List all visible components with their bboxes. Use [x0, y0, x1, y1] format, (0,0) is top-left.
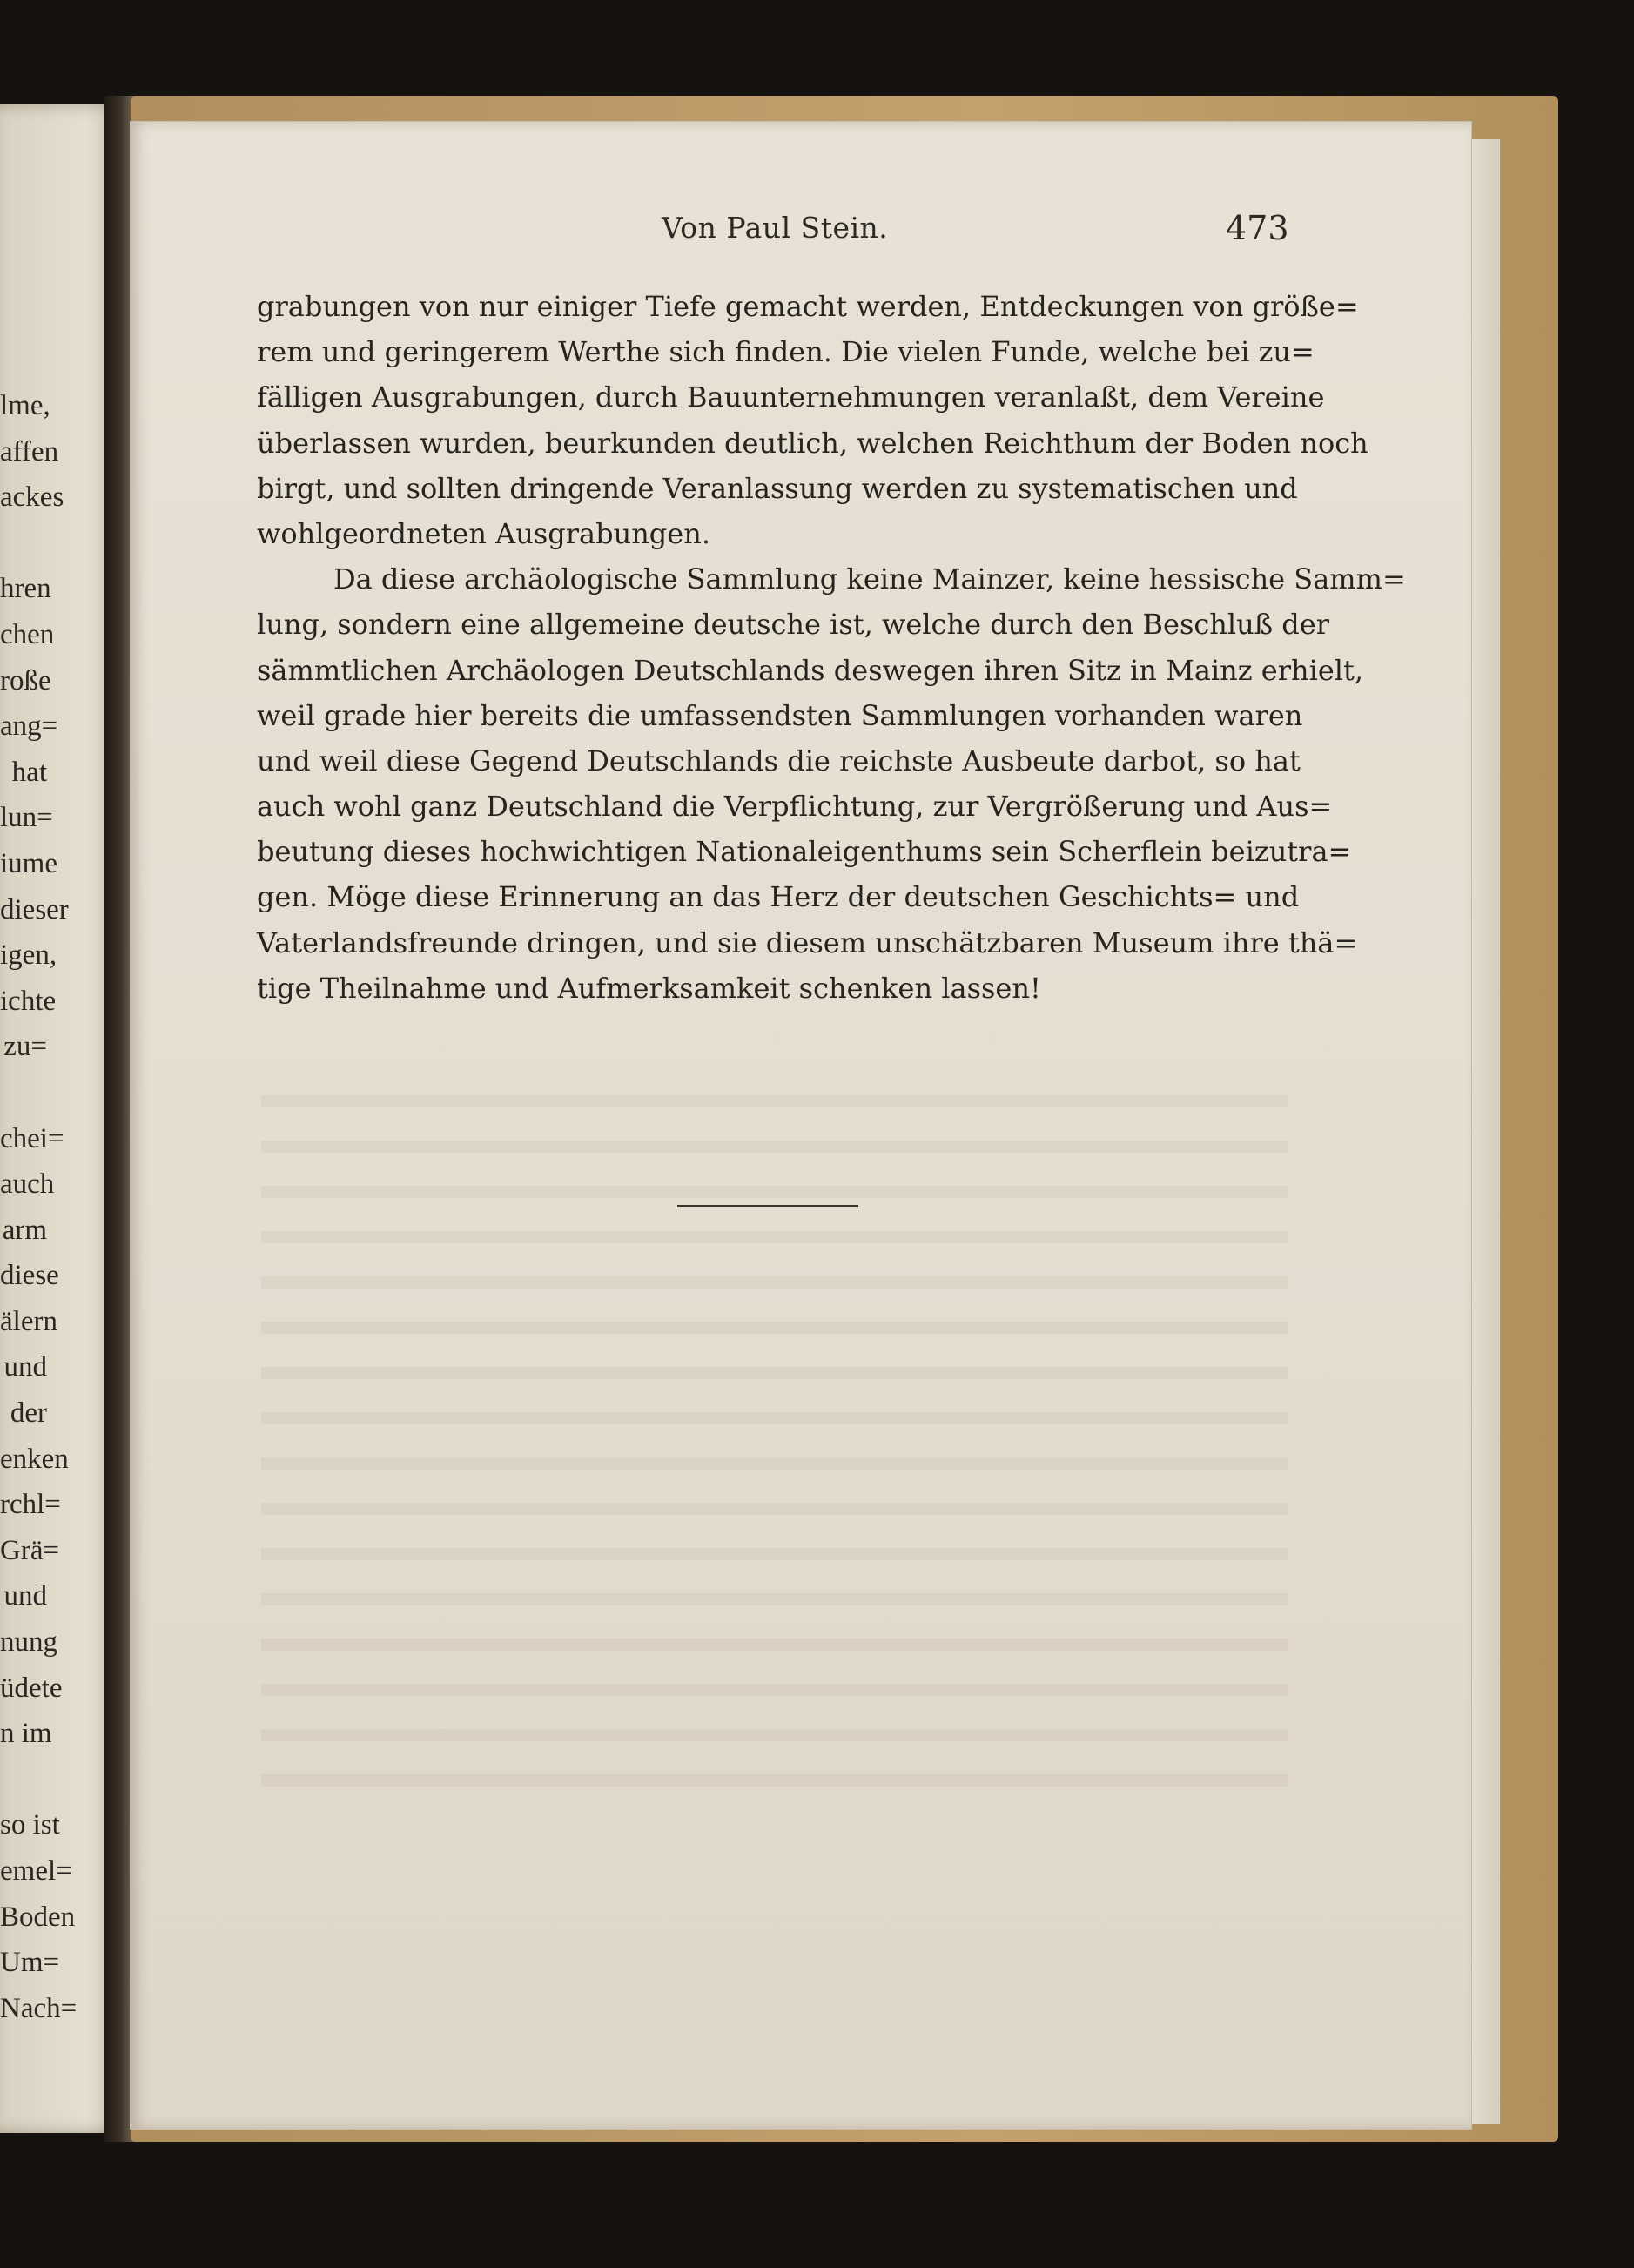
text-line: sämmtlichen Archäologen Deutschlands deswegen ihren Sitz in Mainz erhielt,: [257, 653, 1364, 687]
left-fragment: auch: [0, 1168, 55, 1201]
left-fragment: ang=: [0, 710, 58, 743]
left-fragment: chei=: [0, 1122, 64, 1154]
left-fragment: Nach=: [0, 1992, 77, 2024]
left-fragment: üdete: [0, 1672, 63, 1704]
left-fragment: n im: [0, 1718, 52, 1750]
running-title: Von Paul Stein.: [662, 211, 889, 245]
page-edge-stack: [1471, 139, 1500, 2124]
text-line: rem und geringerem Werthe sich finden. Die vielen Funde, welche bei zu=: [257, 335, 1315, 369]
body-text: [257, 284, 1406, 1011]
text-line: Vaterlandsfreunde dringen, und sie diesem unschätzbaren Museum ihre thä=: [257, 925, 1358, 959]
left-page-text-fragments: [0, 383, 77, 2031]
left-fragment: [0, 1757, 47, 1803]
left-fragment: affen: [0, 435, 59, 468]
section-end-rule: [677, 1205, 858, 1207]
show-through-texture: [261, 1062, 1288, 1794]
left-fragment: roße: [0, 664, 51, 697]
left-fragment: nung: [0, 1626, 57, 1659]
text-line: Da diese archäologische Sammlung keine Mainzer, keine hessische Samm=: [333, 562, 1406, 596]
left-fragment: Grä=: [0, 1534, 60, 1566]
left-fragment: Um=: [0, 1947, 60, 1979]
left-fragment: lun=: [0, 802, 53, 834]
text-line: birgt, und sollten dringende Veranlassung werden zu systematischen und: [257, 471, 1298, 505]
left-fragment: chen: [0, 618, 55, 650]
left-fragment: ichte: [0, 985, 57, 1017]
left-fragment: igen,: [0, 939, 57, 972]
text-line: fälligen Ausgrabungen, durch Bauunternehmungen veranlaßt, dem Vereine: [257, 380, 1325, 414]
left-fragment: rchl=: [0, 1489, 61, 1521]
text-line: und weil diese Gegend Deutschlands die reichste Ausbeute darbot, so hat: [257, 744, 1301, 777]
left-fragment: älern: [0, 1305, 57, 1337]
text-line: lung, sondern eine allgemeine deutsche ist, welche durch den Beschluß der: [257, 608, 1329, 642]
text-line: auch wohl ganz Deutschland die Verpflichtung, zur Vergrößerung und Aus=: [257, 790, 1333, 824]
left-fragment: und: [3, 1580, 47, 1612]
page-number: 473: [1226, 209, 1289, 247]
text-line: beutung dieses hochwichtigen Nationaleigenthums sein Scherflein beizutra=: [257, 835, 1352, 869]
left-fragment: lme,: [0, 390, 50, 421]
text-line: gen. Möge diese Erinnerung an das Herz der deutschen Geschichts= und: [257, 880, 1300, 914]
text-line: weil grade hier bereits die umfassendsten Sammlungen vorhanden waren: [257, 698, 1303, 732]
left-fragment: [0, 521, 47, 567]
text-line: wohlgeordneten Ausgrabungen.: [257, 516, 710, 550]
left-fragment: [0, 1070, 47, 1116]
text-line: grabungen von nur einiger Tiefe gemacht werden, Entdeckungen von größe=: [257, 290, 1359, 323]
left-fragment: emel=: [0, 1855, 72, 1887]
left-fragment: Boden: [0, 1901, 76, 1933]
left-fragment: so ist: [0, 1809, 60, 1841]
left-fragment: hren: [0, 573, 51, 605]
text-line: tige Theilnahme und Aufmerksamkeit schenken lassen!: [257, 971, 1041, 1005]
left-fragment: zu=: [3, 1031, 47, 1063]
left-fragment: diese: [0, 1260, 59, 1292]
left-fragment: iume: [0, 847, 57, 879]
left-fragment: enken: [0, 1443, 69, 1475]
left-fragment: dieser: [0, 893, 69, 925]
left-fragment: hat: [11, 756, 47, 788]
text-line: überlassen wurden, beurkunden deutlich, welchen Reichthum der Boden noch: [257, 426, 1368, 460]
left-fragment: arm: [2, 1214, 47, 1246]
left-fragment: der: [10, 1397, 47, 1430]
left-page-edge: [0, 104, 122, 2133]
left-fragment: ackes: [0, 481, 64, 514]
left-fragment: und: [3, 1351, 47, 1383]
